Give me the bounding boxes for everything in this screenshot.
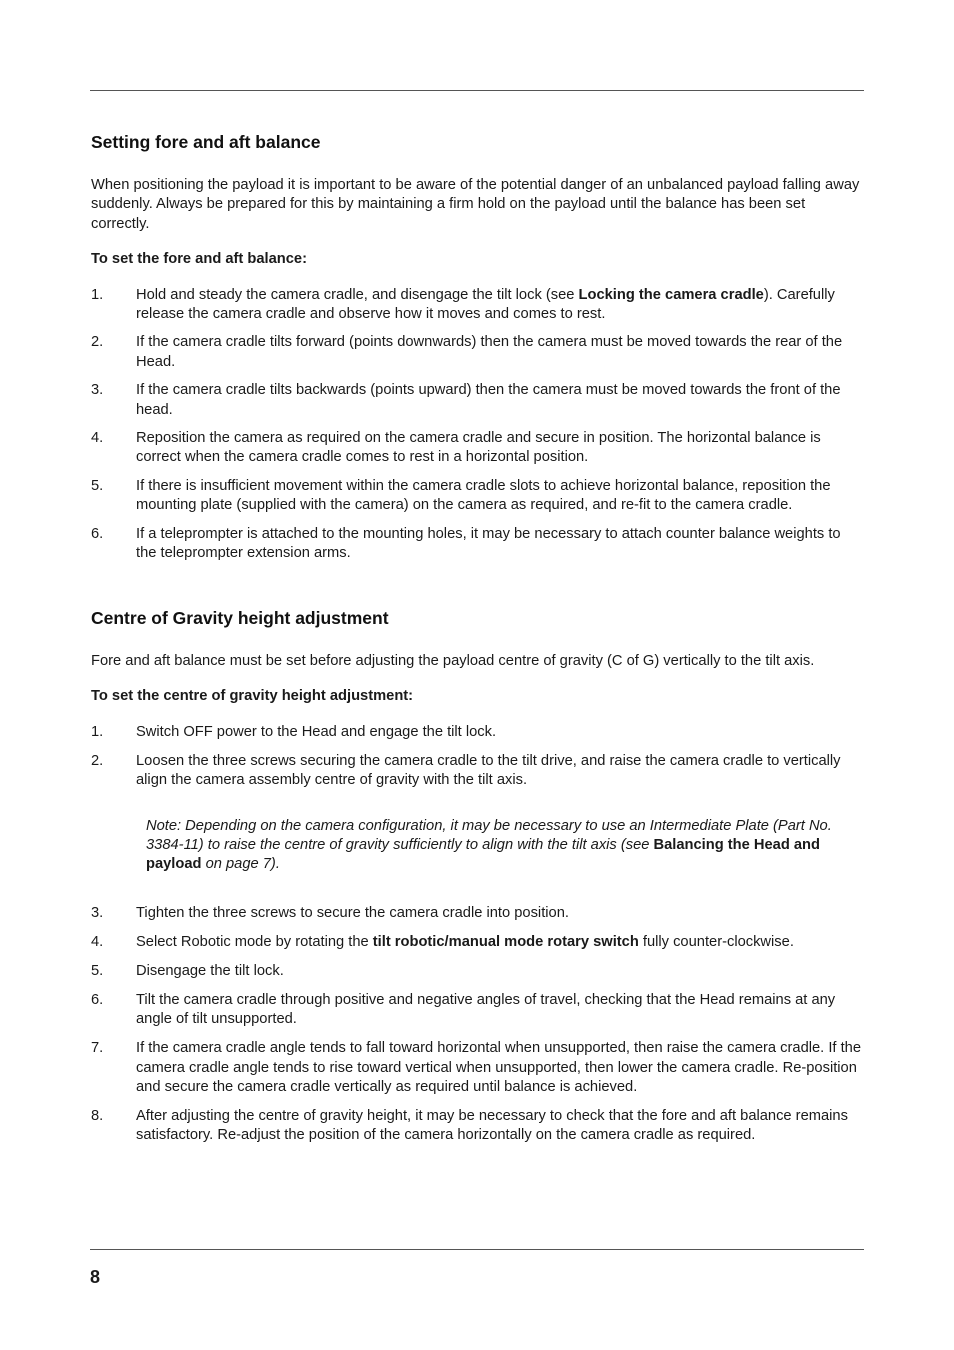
list-item: 3. If the camera cradle tilts backwards (points upward) then the camera must be moved towards the front of the head. [91,382,841,418]
list-item: 3. Tighten the three screws to secure the camera cradle into position. [91,904,569,921]
page-content [91,130,865,1146]
procedure-title-cog: To set the centre of gravity height adjustment: [91,687,414,704]
footer-rule [90,1249,864,1250]
cross-reference: Locking the camera cradle [578,286,764,303]
header-rule [90,90,864,91]
cog-steps-a [91,723,865,790]
list-item: 4. Reposition the camera as required on the camera cradle and secure in position. The horizontal balance is correct when the camera cradle comes to rest in a horizontal position. [91,430,821,466]
section-intro-fore-aft: When positioning the payload it is important to be aware of the potential danger of an unbalanced payload falling away suddenly. Always be prepared for this by maintaining a firm hold on the payload until the balance has been set correctly. [91,177,860,232]
list-item: 4. Select Robotic mode by rotating the tilt robotic/manual mode rotary switch fully counter-clockwise. [91,933,794,950]
section-title-fore-aft: Setting fore and aft balance [91,132,321,152]
section-intro-cog: Fore and aft balance must be set before adjusting the payload centre of gravity (C of G) vertically to the tilt axis. [91,652,815,669]
list-item: 5. Disengage the tilt lock. [91,962,284,979]
page-number: 8 [90,1267,101,1287]
list-item: 6. Tilt the camera cradle through positive and negative angles of travel, checking that the Head remains at any angle of tilt unsupported. [91,991,836,1028]
list-item: 7. If the camera cradle angle tends to fall toward horizontal when unsupported, then raise the camera cradle. If the camera cradle angle tends to rise toward vertical when unsupported, then lower the camera cradle. Re-position and secure the camera cradle vertically as required until balance is achieved. [91,1040,862,1095]
fore-aft-steps [91,286,865,564]
note: Note: Depending on the camera configuration, it may be necessary to use an Intermediate Plate (Part No. 3384-11) to raise the centre of gravity sufficiently to align with the tilt axis (see Balancing the Head and payload on page 7). [146,817,832,873]
list-item: 1. Hold and steady the camera cradle, and disengage the tilt lock (see Locking the camera cradle). Carefully release the camera cradle and observe how it moves and comes to rest. [91,286,835,323]
list-item: 1. Switch OFF power to the Head and engage the tilt lock. [91,724,497,741]
list-item: 5. If there is insufficient movement within the camera cradle slots to achieve horizontal balance, reposition the mounting plate (supplied with the camera) on the camera as required, and re-fit to the camera cradle. [91,477,831,514]
procedure-title-fore-aft: To set the fore and aft balance: [91,251,307,268]
section-title-cog: Centre of Gravity height adjustment [91,607,389,628]
list-item: 6. If a teleprompter is attached to the mounting holes, it may be necessary to attach counter balance weights to the teleprompter extension arms. [91,525,841,562]
list-item: 2. Loosen the three screws securing the camera cradle to the tilt drive, and raise the camera cradle to vertically align the camera assembly centre of gravity with the tilt axis. [91,752,841,789]
cross-reference: Balancing the Head and payload [146,836,821,873]
cog-steps-b [91,904,865,1146]
list-item: 2. If the camera cradle tilts forward (points downwards) then the camera must be moved towards the rear of the Head. [91,334,843,370]
list-item: 8. After adjusting the centre of gravity height, it may be necessary to check that the fore and aft balance remains satisfactory. Re-adjust the position of the camera horizontally on the camera cradle as required. [91,1107,848,1144]
control-name: tilt robotic/manual mode rotary switch [372,933,639,950]
